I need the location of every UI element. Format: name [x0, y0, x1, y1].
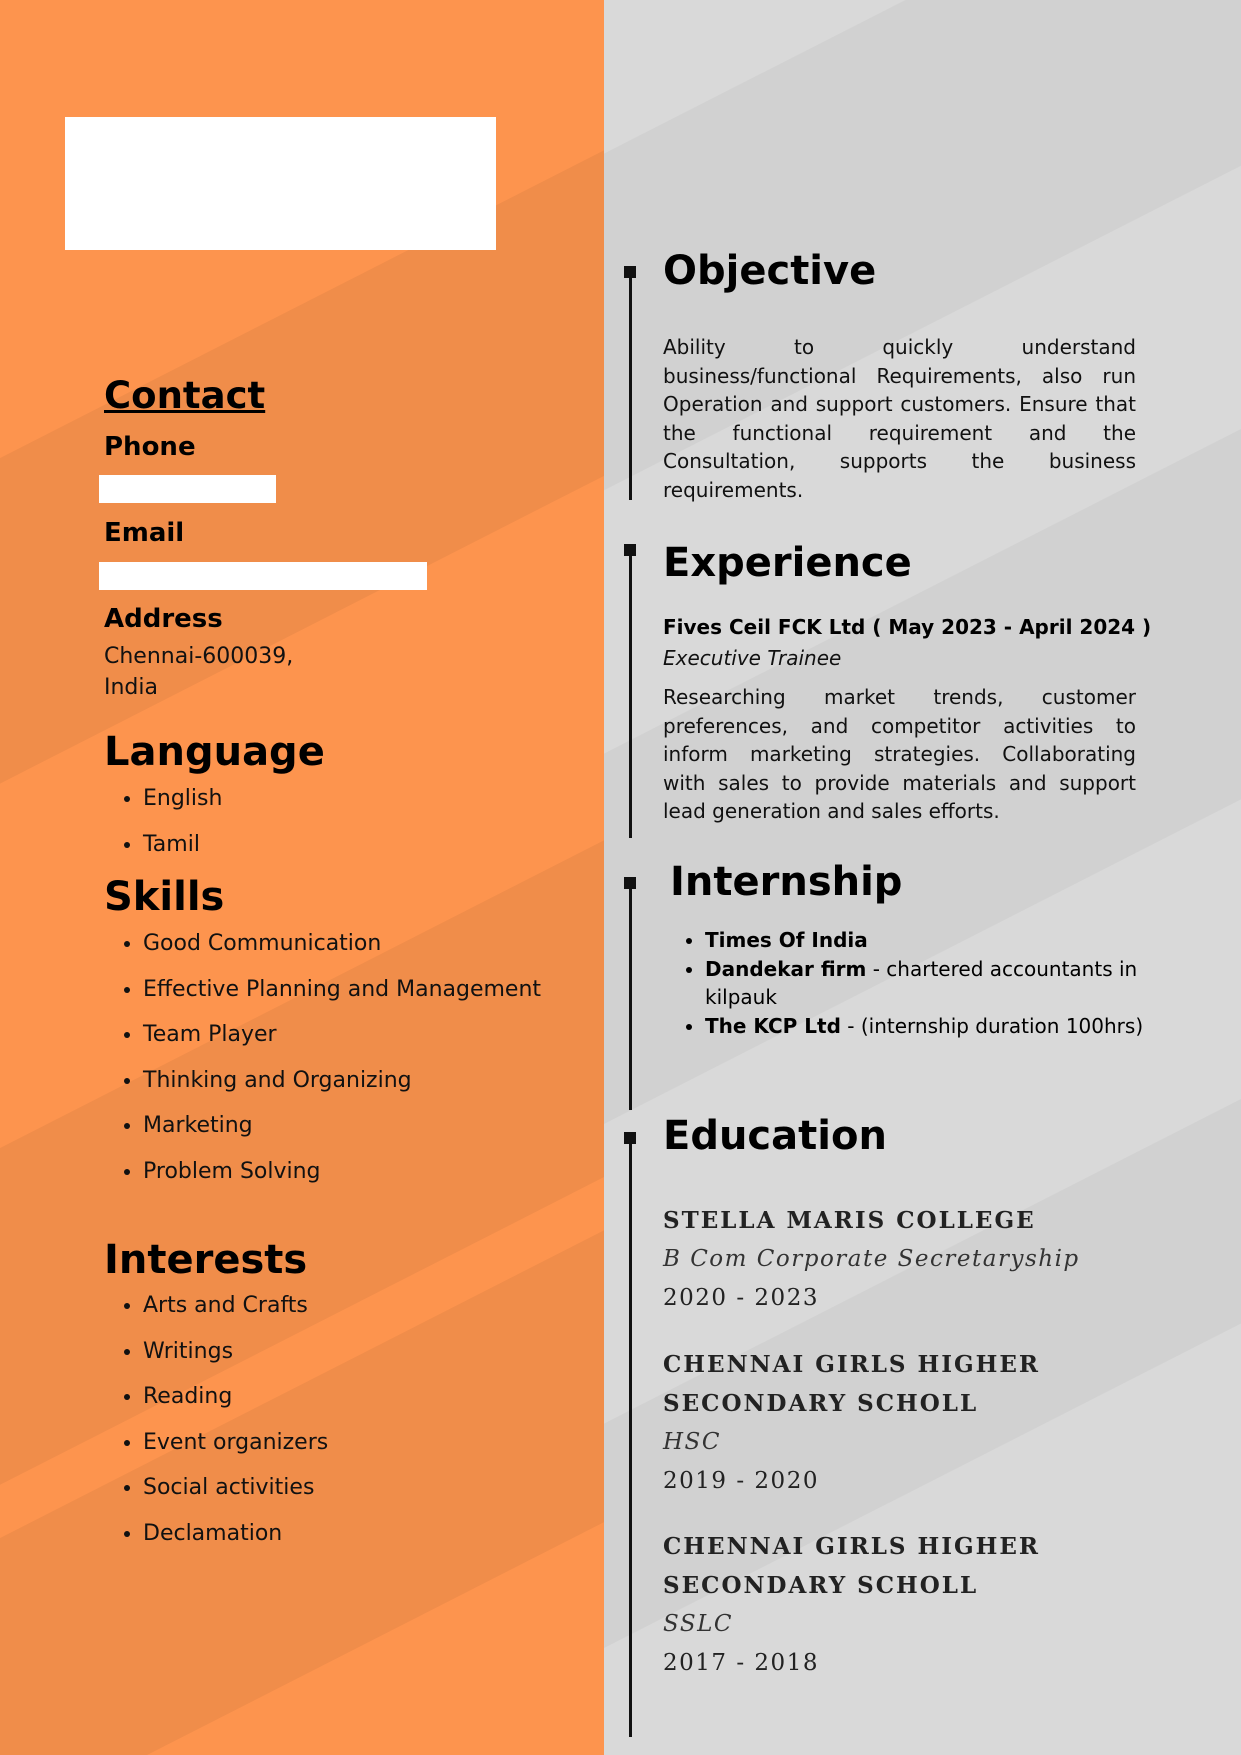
education-heading: Education: [663, 1113, 887, 1159]
language-list: [104, 776, 564, 867]
list-item: • Tamil: [143, 822, 564, 868]
objective-text: Ability to quickly understand business/functional Requirements, also run Operation and support customers. Ensure that the functional requirement and the Consultation, supports the business requirements.: [663, 335, 1136, 502]
timeline-marker: [624, 266, 636, 278]
list-item: • Marketing: [143, 1103, 564, 1149]
list-item: • Reading: [143, 1374, 564, 1420]
objective-heading: Objective: [663, 248, 877, 294]
internship-detail: - chartered accountants in kilpauk: [705, 956, 1138, 1009]
experience-heading: Experience: [663, 540, 912, 586]
education-entry: [663, 1201, 1223, 1319]
experience-text: Researching market trends, customer preferences, and competitor activities to inform marketing strategies. Collaborating with sales to provide materials and support lead generation and sales efforts.: [663, 685, 1136, 823]
experience-role: Executive Trainee: [663, 646, 842, 670]
list-item: • Thinking and Organizing: [143, 1058, 564, 1104]
internship-heading: Internship: [670, 859, 903, 905]
education-degree: SSLC: [663, 1611, 733, 1637]
timeline-line: [629, 1138, 632, 1737]
timeline-marker: [624, 544, 636, 556]
education-entry: [663, 1345, 1228, 1502]
timeline-line: [629, 881, 632, 1110]
left-column: [104, 370, 564, 1556]
timeline-marker: [624, 1132, 636, 1144]
list-item: • Declamation: [143, 1511, 564, 1557]
list-item: [705, 1012, 1185, 1041]
education-school: STELLA MARIS COLLEGE: [663, 1207, 1036, 1234]
education-degree: B Com Corporate Secretaryship: [663, 1246, 1080, 1272]
contact-heading: Contact: [104, 374, 266, 417]
interests-list: [104, 1283, 564, 1556]
list-item: [705, 926, 1185, 955]
timeline-marker: [624, 877, 636, 889]
skills-heading: Skills: [104, 874, 225, 920]
internship-name: Times Of India: [705, 928, 868, 952]
list-item: • Problem Solving: [143, 1149, 564, 1195]
list-item: • Effective Planning and Management: [143, 967, 564, 1013]
list-item: • Good Communication: [143, 921, 564, 967]
internship-detail: - (internship duration 100hrs): [840, 1013, 1144, 1038]
internship-name: Dandekar firm: [705, 956, 867, 981]
experience-company: Fives Ceil FCK Ltd ( May 2023 - April 2024 ): [663, 615, 1152, 639]
redacted-email: [99, 562, 427, 590]
timeline-line: [629, 546, 632, 838]
language-heading: Language: [104, 729, 325, 775]
redacted-phone: [99, 475, 276, 503]
address-line: India: [104, 675, 158, 700]
timeline-line: [629, 272, 632, 500]
list-item: • English: [143, 776, 564, 822]
internship-list: [663, 926, 1185, 1040]
list-item: • Social activities: [143, 1465, 564, 1511]
list-item: • Writings: [143, 1329, 564, 1375]
education-school: CHENNAI GIRLS HIGHER SECONDARY SCHOLL: [663, 1351, 1041, 1417]
education-years: 2019 - 2020: [663, 1468, 819, 1494]
list-item: [705, 955, 1185, 1012]
address-text: [104, 641, 564, 703]
internship-name: The KCP Ltd: [705, 1013, 841, 1038]
address-line: Chennai-600039,: [104, 644, 294, 669]
skills-list: [104, 921, 564, 1194]
redacted-name-box: [65, 117, 496, 250]
email-label: Email: [104, 518, 185, 548]
education-entry: [663, 1527, 1228, 1684]
education-degree: HSC: [663, 1429, 721, 1455]
address-label: Address: [104, 604, 223, 634]
list-item: • Team Player: [143, 1012, 564, 1058]
list-item: • Arts and Crafts: [143, 1283, 564, 1329]
interests-heading: Interests: [104, 1237, 308, 1283]
education-years: 2020 - 2023: [663, 1285, 819, 1311]
phone-label: Phone: [104, 432, 196, 462]
list-item: • Event organizers: [143, 1420, 564, 1466]
education-years: 2017 - 2018: [663, 1650, 819, 1676]
education-school: CHENNAI GIRLS HIGHER SECONDARY SCHOLL: [663, 1533, 1041, 1599]
